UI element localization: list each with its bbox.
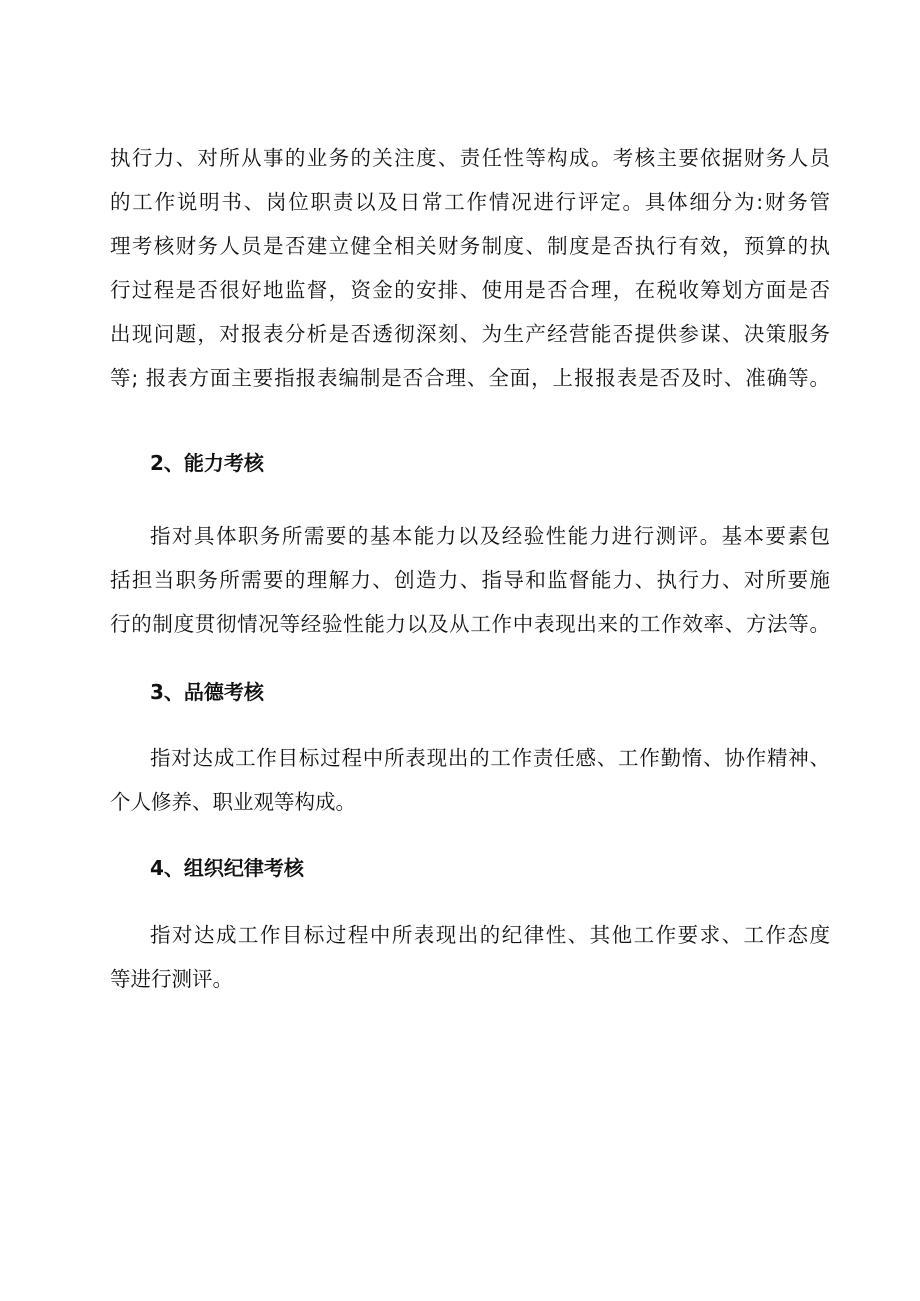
paragraph-2-line-1: 指对具体职务所需要的基本能力以及经验性能力进行测评。基本要素包: [150, 524, 830, 548]
paragraph-2-line-3: 行的制度贯彻情况等经验性能力以及从工作中表现出来的工作效率、方法等。: [110, 612, 830, 636]
paragraph-3-line-2: 个人修养、职业观等构成。: [110, 790, 356, 814]
section-heading-3: 3、品德考核: [150, 680, 264, 704]
paragraph-3-line-1: 指对达成工作目标过程中所表现出的工作责任感、工作勤惰、协作精神、: [150, 746, 830, 770]
paragraph-1-line-1: 执行力、对所从事的业务的关注度、责任性等构成。考核主要依据财务人员: [110, 146, 830, 170]
section-heading-4: 4、组织纪律考核: [150, 856, 304, 880]
paragraph-4-line-2: 等进行测评。: [110, 967, 233, 991]
section-heading-2: 2、能力考核: [150, 451, 264, 475]
paragraph-1-line-6: 等; 报表方面主要指报表编制是否合理、全面，上报报表是否及时、准确等。: [110, 366, 830, 390]
paragraph-1-line-2: 的工作说明书、岗位职责以及日常工作情况进行评定。具体细分为:财务管: [110, 190, 830, 214]
paragraph-1-line-3: 理考核财务人员是否建立健全相关财务制度、制度是否执行有效，预算的执: [110, 234, 830, 258]
paragraph-2-line-2: 括担当职务所需要的理解力、创造力、指导和监督能力、执行力、对所要施: [110, 568, 830, 592]
paragraph-4-line-1: 指对达成工作目标过程中所表现出的纪律性、其他工作要求、工作态度: [150, 923, 830, 947]
paragraph-1-line-5: 出现问题，对报表分析是否透彻深刻、为生产经营能否提供参谋、决策服务: [110, 322, 830, 346]
paragraph-1-line-4: 行过程是否很好地监督，资金的安排、使用是否合理，在税收筹划方面是否: [110, 278, 830, 302]
